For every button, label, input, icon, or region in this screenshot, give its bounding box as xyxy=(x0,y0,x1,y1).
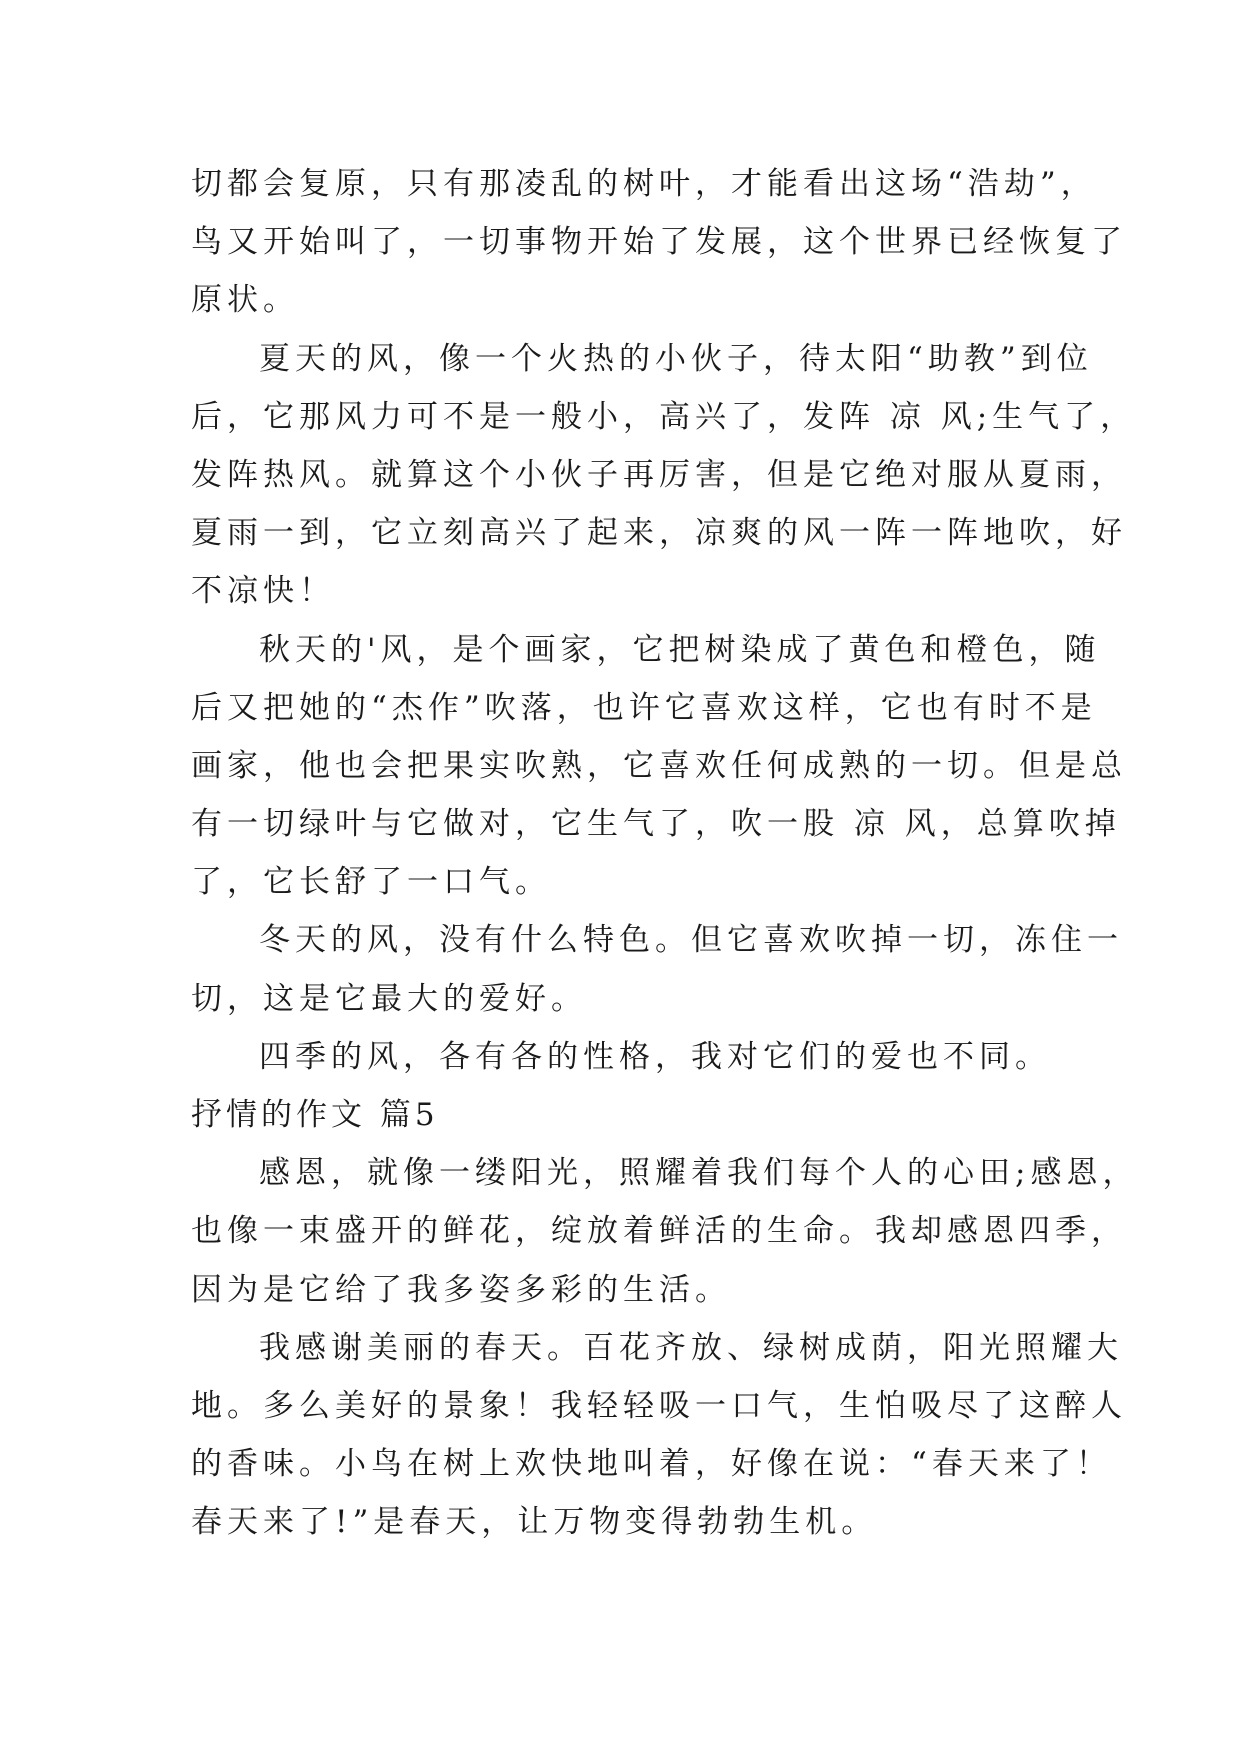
paragraph-first-line: 冬天的风，没有什么特色。但它喜欢吹掉一切，冻住一 xyxy=(259,922,1123,959)
text-line: 也像一束盛开的鲜花，绽放着鲜活的生命。我却感恩四季， xyxy=(191,1213,1127,1250)
text-line: 了，它长舒了一口气。 xyxy=(191,864,551,901)
text-line: 因为是它给了我多姿多彩的生活。 xyxy=(191,1271,731,1308)
text-line: 有一切绿叶与它做对，它生气了，吹一股 凉 风，总算吹掉 xyxy=(191,806,1121,843)
text-line: 后又把她的“杰作”吹落，也许它喜欢这样，它也有时不是 xyxy=(191,689,1097,726)
text-line: 后，它那风力可不是一般小，高兴了，发阵 凉 风;生气了， xyxy=(191,398,1137,435)
text-line: 切都会复原，只有那凌乱的树叶，才能看出这场“浩劫”， xyxy=(191,166,1097,202)
paragraph-first-line: 四季的风，各有各的性格，我对它们的爱也不同。 xyxy=(259,1038,1051,1075)
text-line: 春天来了!”是春天，让万物变得勃勃生机。 xyxy=(191,1504,878,1541)
paragraph-first-line: 秋天的'风，是个画家，它把树染成了黄色和橙色，随 xyxy=(259,631,1101,668)
text-line: 原状。 xyxy=(191,282,299,319)
text-line: 鸟又开始叫了，一切事物开始了发展，这个世界已经恢复了 xyxy=(191,224,1127,261)
section-heading: 抒情的作文 篇5 xyxy=(191,1097,439,1133)
text-line: 发阵热风。就算这个小伙子再厉害，但是它绝对服从夏雨， xyxy=(191,456,1127,493)
text-line: 夏雨一到，它立刻高兴了起来，凉爽的风一阵一阵地吹，好 xyxy=(191,515,1127,552)
paragraph-first-line: 夏天的风，像一个火热的小伙子，待太阳“助教”到位 xyxy=(259,340,1093,377)
paragraph-first-line: 感恩，就像一缕阳光，照耀着我们每个人的心田;感恩， xyxy=(259,1155,1139,1192)
paragraph-first-line: 我感谢美丽的春天。百花齐放、绿树成荫，阳光照耀大 xyxy=(259,1329,1123,1366)
text-line: 地。多么美好的景象！我轻轻吸一口气，生怕吸尽了这醉人 xyxy=(191,1387,1127,1424)
text-line: 不凉快！ xyxy=(191,573,335,610)
text-line: 的香味。小鸟在树上欢快地叫着，好像在说：“春天来了！ xyxy=(191,1446,1112,1483)
document-body xyxy=(191,155,1139,1552)
text-line: 切，这是它最大的爱好。 xyxy=(191,980,587,1017)
text-line: 画家，他也会把果实吹熟，它喜欢任何成熟的一切。但是总 xyxy=(191,747,1127,784)
